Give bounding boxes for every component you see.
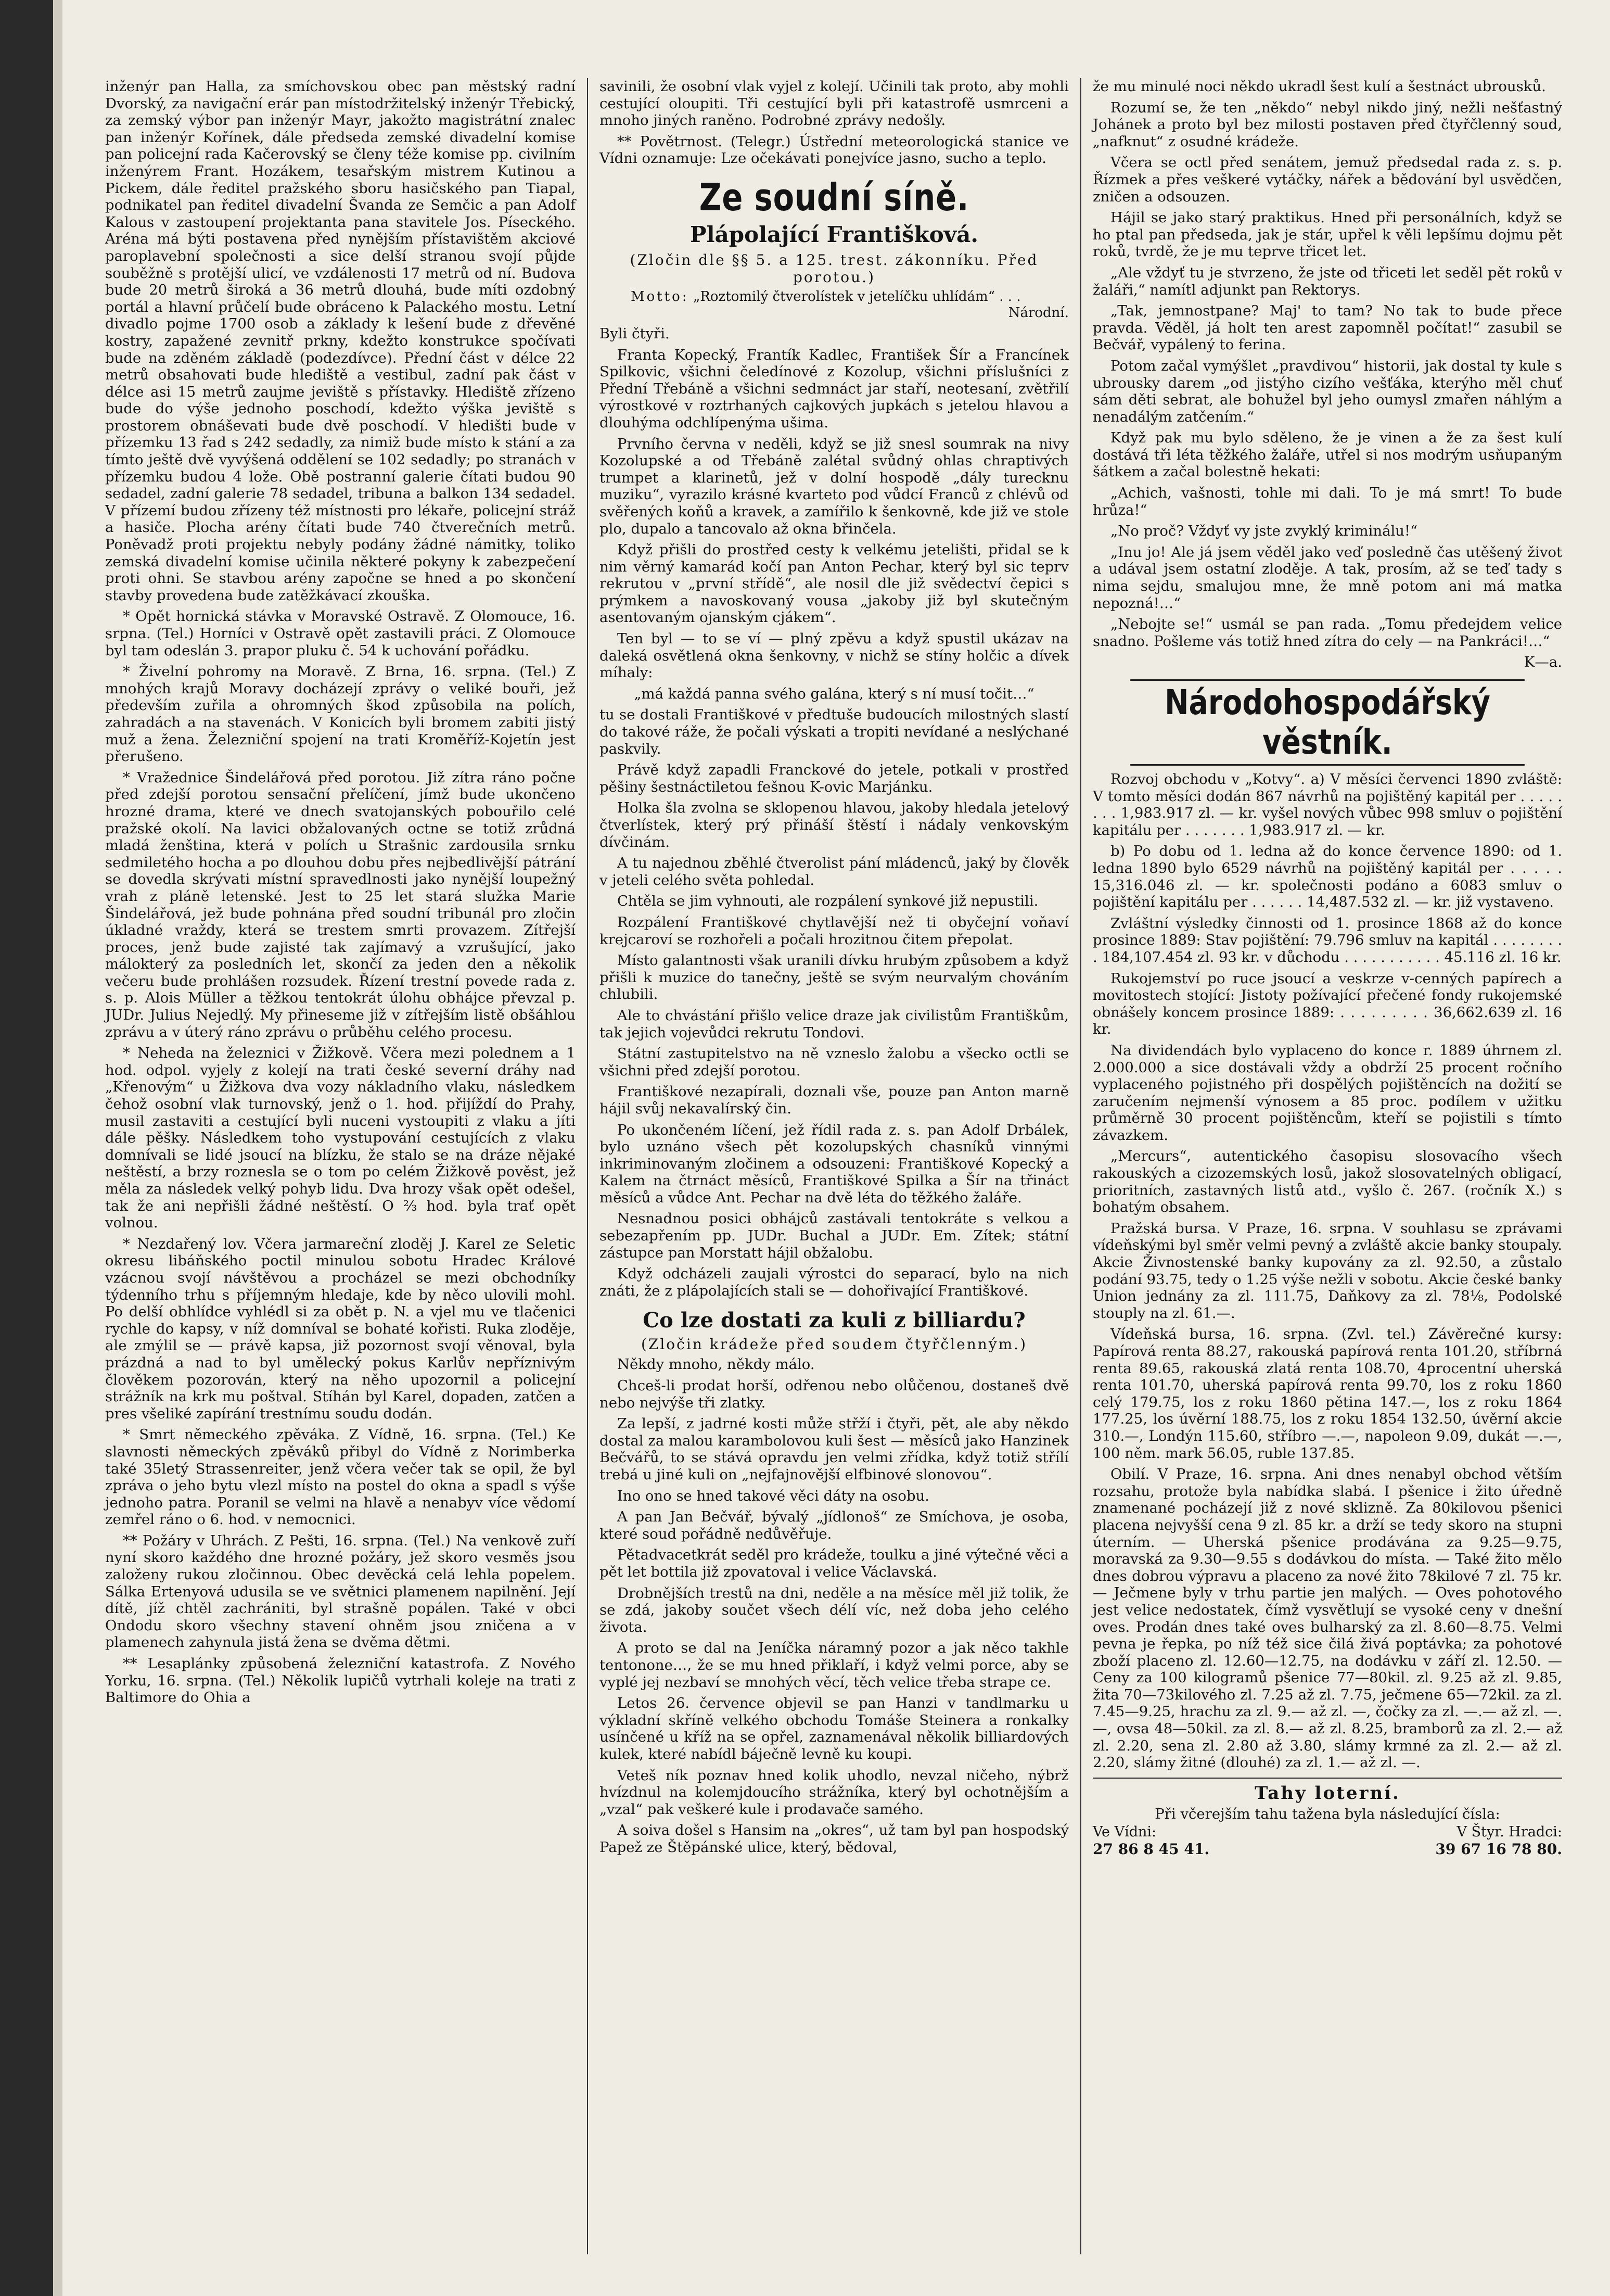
economic-paragraph: Zvláštní výsledky činnosti od 1. prosince 1868 až do konce prosince 1889: Stav pojištění: 79.796 smluv na kapitál . . . . . . . . . 184,107.454 zl. 93 kr. v důchodu . . . . . . . . . . . 45.116 zl. 16 kr. bbox=[1093, 915, 1562, 966]
news-moravia-storm: * Živelní pohromy na Moravě. Z Brna, 16. srpna. (Tel.) Z mnohých krajů Moravy docházejí zprávy o veliké bouři, jež především zuřila a ohromných škod způsobila na polích, zahradách a na stavenách. V Konicích byli bromem zabiti jistý muž a žena. Železniční spojení na trati Kroměříž-Kojetín jest přerušeno. bbox=[105, 663, 576, 765]
billiard-article-body bbox=[599, 1356, 1069, 1856]
billiard-paragraph: A proto se dal na Jeníčka náramný pozor a jak něco takhle tentonone…, že se mu hned přiklaří, i když velmi porce, aby se vyplé jej nezbaví se mnohých věcí, těch velice třeba strape ce. bbox=[599, 1640, 1069, 1691]
court-paragraph: Rozpálení Františkové chytlavější než ti obyčejní voňaví krejcaroví se rozhořeli a počali hrozitnou čitem přepolat. bbox=[599, 914, 1069, 948]
columns bbox=[94, 78, 1574, 2254]
court-paragraph: Po ukončeném líčení, jež řídil rada z. s. pan Adolf Drbálek, bylo uznáno všech pět kozolupských chasníků vinnými inkriminovaným zločinem a odsouzeni: Františkové Kopecký a Kalem na čtrnáct měsíců, Františkové Spilka a Šír na třináct měsíců a vůdce Ant. Pechar na dvě léta do těžkého žaláře. bbox=[599, 1121, 1069, 1206]
court-paragraph: Prvního června v neděli, když se již snesl soumrak na nivy Kozolupské a od Třebáně zalétal svůdný ohlas chraptivých trumpet a klarinetů, jež v dolní hospodě „dály turecknu muziku“, vyrazilo krásné kvarteto pod vůdcí Franců z chlévů od svěřených koňů a kravek, a zamířilo k šenkovně, kde již ve stole plo, dupalo a tancovalo až okna břinčela. bbox=[599, 435, 1069, 537]
billiard-paragraph: Ino ono se hned takové věci dáty na osobu. bbox=[617, 1487, 930, 1504]
economic-section-heading: Národohospodářský věstník. bbox=[1130, 679, 1525, 766]
column-3 bbox=[1080, 78, 1574, 2254]
billiard-paragraph: „Ale vždyť tu je stvrzeno, že jste od třiceti let seděl pět roků v žaláři,“ namítl adjunkt pan Rektorys. bbox=[1093, 264, 1562, 298]
news-ostrava-strike: * Opět hornická stávka v Moravské Ostravě. Z Olomouce, 16. srpna. (Tel.) Horníci v Ostravě opět zastavili práci. Z Olomouce byl tam odeslán 3. prapor pluku č. 54 k uchování pořádku. bbox=[105, 608, 576, 659]
motto-source: Národní. bbox=[1008, 305, 1069, 321]
court-paragraph: Právě když zapadli Franckové do jetele, potkali v prostřed pěšiny šestnáctiletou fešnou K-ovic Marjánku. bbox=[599, 762, 1069, 795]
news-weather: ** Povětrnost. (Telegr.) Ústřední meteorologická stanice ve Vídni oznamuje: Lze očekávati ponejvíce jasno, sucho a teplo. bbox=[599, 133, 1069, 167]
economic-paragraph: Rukojemství po ruce jsoucí a veskrze v-cenných papírech a movitostech stojící: Jistoty požívající přečené fondy rukojemské obnášely koncem prosince 1889: . . . . . . . . . 36,662.639 zl. 16 kr. bbox=[1093, 970, 1562, 1038]
news-sindelarova-trial: * Vražednice Šindelářová před porotou. Již zítra ráno počne před zdejší porotou sensační přelíčení, jímž bude ukončeno hrozné drama, které ve dnech svatojanských pobouřilo celé pražské okolí. Na lavici obžalovaných octne se totiž zrůdná mladá ženština, která v polích u Strašnic zardousila srnku sedmiletého hocha a po dlouhou dobu přes nejbedlivější pátrání se dovedla skrývati místní spravedlnosti jako nynější loupežný vrah z pláně letenské. Jest to 25 let stará služka Marie Šindelářová, jež bude pohnána před soudní tribunál pro zločin úkladné vraždy, která se trestem smrti provazem. Zítřejší proces, jenž bude zajisté tak zajímavý a vzrušující, jako málokterý za posledních let, skončí za jeden den a několik večeru bude prohlášen rozsudek. Řízení trestní povede rada z. s. p. Alois Müller a těžkou tentokrát úlohu obhájce převzal p. JUDr. Julius Nejedlý. My přineseme již v zítřejším listě obšáhlou zprávu a v úterý ráno zprávu o průběhu celého procesu. bbox=[105, 769, 576, 1041]
news-ny-continuation: savinili, že osobní vlak vyjel z kolejí. Učinili tak proto, aby mohli cestující oloupiti. Tři cestující byli při katastrofě usmrceni a mnoho jiných raněno. Podrobné zprávy nedošly. bbox=[599, 78, 1069, 129]
lottery-places bbox=[1093, 1823, 1562, 1841]
court-paragraph: Státní zastupitelstvo na ně vzneslo žalobu a všecko octli se všichni před zdejší porotou. bbox=[599, 1045, 1069, 1079]
court-paragraph: Holka šla zvolna se sklopenou hlavou, jakoby hledala jetelový čtverlístek, který prý přináší štěstí i nádaly venkovským dívčinám. bbox=[599, 800, 1069, 851]
billiard-paragraph: A pan Jan Bečvář, bývalý „jídlonoš“ ze Smíchova, je osoba, které soud pořádně nedůvěřuje. bbox=[599, 1508, 1069, 1542]
scan-binding-edge bbox=[0, 0, 62, 2296]
billiard-paragraph: Potom začal vymýšlet „pravdivou“ historii, jak dostal ty kule s ubrousky darem „od jistýho cizího vešťáka, kterýho měl chuť sám děti sebrat, ale bohužel byl jeho oumysl zmařen náhlým a nenadálým zatčením.“ bbox=[1093, 357, 1562, 425]
court-article-title: Plápolající Františková. bbox=[690, 221, 978, 247]
lottery-numbers bbox=[1093, 1841, 1562, 1858]
billiard-paragraph: Za lepší, z jadrné kosti může střží i čtyři, pět, ale aby někdo dostal za malou karambolovou kuli šest — měsíců jako Hanzinek Bečvářů, to se stává opravdu jen velmi zřídka, když totiž střílí trebá u jiné kuli on „nejfajnovější elfbinové slonovou“. bbox=[599, 1415, 1069, 1483]
billiard-paragraph: „Tak, jemnostpane? Maj' to tam? No tak to bude přece pravda. Věděl, já holt ten arest zapomněl počítat!“ zasubil se Bečvář, vypálený to ferina. bbox=[1093, 302, 1562, 353]
news-zizkov-rail-accident: * Neheda na železnici v Žižkově. Včera mezi polednem a 1 hod. odpol. vyjely z kolejí na trati české severní dráhy nad „Křenovým“ u Žižkova dva vozy nákladního vlaku, následkem čehož osobní vlak turnovský, jenž o 1. hod. přijíždí do Prahy, musil zastaviti a cestující byli nuceni vystoupiti z vlaku a jíti dále pěšky. Následkem toho vystupování cestujících z vlaku domnívali se lidé jsoucí na blízku, že stalo se na dráze nějaké neštěstí, a brzy roznesla se o tom po celém Žižkově pověst, jež měla za následek velký pohyb lidu. Dva hrozy však opět odešel, tak že ani nepřišli žádné neštěstí. O ⅔ hod. byla trať opět volnou. bbox=[105, 1045, 576, 1232]
economic-paragraph: Na dividendách bylo vyplaceno do konce r. 1889 úhrnem zl. 2.000.000 a sice dostávali vždy a obdrží 25 procent ročního vyplaceného pojistného při dospělých pojištěncích na dožití se zaručením nejmenší výnosem a 85 proc. podílem v užitku průměrně 30 procent pojištěncům, kteří se pojistili s tímto závazkem. bbox=[1093, 1042, 1562, 1144]
billiard-continuation: že mu minulé noci někdo ukradl šest kulí a šestnáct ubrousků. bbox=[1093, 78, 1546, 95]
lottery-numbers-graz: 39 67 16 78 80. bbox=[1435, 1841, 1562, 1858]
lottery-numbers-vienna: 27 86 8 45 41. bbox=[1093, 1841, 1210, 1858]
motto-label: Motto: bbox=[631, 288, 689, 305]
billiard-paragraph: Pětadvacetkrát seděl pro krádeže, toulku a jiné výtečné věci a pět let bottila již zpovatoval i velice Václavská. bbox=[599, 1546, 1069, 1580]
column-1 bbox=[94, 78, 587, 2254]
court-paragraph: Když přišli do prostřed cesty k velkému jetelišti, přidal se k nim věrný kamarád kočí pan Anton Pechar, který byl sic teprv rekrutou v „první střídě“, ale nosil dle již svědectví čepici s prýmkem a navoskovaný vousa „jakoby již byl skutečným asentovaným ojanským cjákem“. bbox=[599, 541, 1069, 626]
court-paragraph: Nesnadnou posici obhájců zastávali tentokráte s velkou a sebezapřením pp. JUDr. Buchal a JUDr. Em. Zítek; státní zástupce pan Morstatt hájil obžalobu. bbox=[599, 1210, 1069, 1261]
court-motto bbox=[631, 289, 1069, 321]
court-paragraph: Františkové nezapírali, doznali vše, pouze pan Anton marně hájil svůj nekavalírský čin. bbox=[599, 1083, 1069, 1117]
billiard-paragraph: Včera se octl před senátem, jemuž předsedal rada z. s. p. Řízmek a přes veškeré vytáčky, nářek a bědování byl usvědčen, zničen a odsouzen. bbox=[1093, 154, 1562, 205]
court-paragraph: tu se dostali Františkové v předtuše budoucích milostných slastí do takové ráže, že počali výskati a tropiti nevídané a neslýchané paskvily. bbox=[599, 706, 1069, 757]
economic-paragraph: Obilí. V Praze, 16. srpna. Ani dnes nenabyl obchod větším rozsahu, protože byla nabídka slabá. I pšenice i žito úředně znamenané pocházejí již z nové sklizně. Za 80kilovou pšenici placena nejvyšší cena 9 zl. 85 kr. a drží se tedy skoro na stupni úterním. — Uherská pšenice prodávána za 9.25—9.75, moravská za 9.30—9.55 s dodávkou do místa. — Také žito mělo dnes dobrou výpravu a placeno za nové žito 78kilové 7 zl. 75 kr. — Ječmene byly v trhu partie jen malých. — Oves pohotového jest velice nedostatek, čímž vysvětlují se vysoké ceny v dnešní oves. Prodán dnes také oves bulharský za zl. 8.60—8.75. Velmi pevna je řepka, po níž též sice čilá živá poptávka; za pohotové zboží placeno zl. 12.60—12.75, na dodávku v září zl. 12.50. — Ceny za 100 kilogramů pšenice 77—80kil. zl. 9.25 až zl. 9.85, žita 70—73kilového zl. 7.25 až zl. 7.75, ječmene 65—72kil. za zl. 7.45—9.25, hrachu za zl. 9.— až zl. —, čočky za zl. —.— až zl. —.—, ovsa 48—50kil. za zl. 8.— až zl. 8.25, bramborů za zl. 2.— až zl. 2.20, sena zl. 2.80 až 3.80, slámy krmné za zl. 2.— až zl. 2.20, slámy žitné (dlouhé) za zl. 1.— až zl. —. bbox=[1093, 1466, 1562, 1771]
news-singer-death: * Smrt německého zpěváka. Z Vídně, 16. srpna. (Tel.) Ke slavnosti německých zpěváků přibyl do Vídně z Norimberka také 35letý Strassenreiter, jenž včera večer tak se opil, že byl zpráva o jeho bytu vlezl místo na postel do okna a spadl s výše jednoho patra. Poranil se velmi na hlavě a nenabyv více vědomí zemřel ráno o 6. hod. v nemocnici. bbox=[105, 1426, 576, 1528]
billiard-paragraph: A soiva došel s Hansim na „okres“, už tam byl pan hospodský Papež ze Štěpánské ulice, který, bědoval, bbox=[599, 1822, 1069, 1856]
news-ny-rail-catastrophe: ** Lesaplánky způsobená železniční katastrofa. Z Nového Yorku, 16. srpna. (Tel.) Několik lupičů vytrhali koleje na trati z Baltimore do Ohia a bbox=[105, 1655, 576, 1706]
lottery-intro: Při včerejším tahu tažena byla následující čísla: bbox=[1155, 1805, 1500, 1822]
billiard-paragraph: „Inu jo! Ale já jsem věděl jako veď posledně čas utěšený život a udával jsem ostatní zloděje. A tak, prosím, až se teď tady s nima sejdu, smalujou mne, že mně potom ani má matka nepozná!…“ bbox=[1093, 543, 1562, 612]
court-paragraph: Ale to chvástání přišlo velice draze jak civilistům Františkům, tak jejich vojevůdci rekrutu Tondovi. bbox=[599, 1007, 1069, 1041]
court-paragraph: Byli čtyři. bbox=[599, 325, 670, 342]
author-signature: K—a. bbox=[1524, 654, 1562, 671]
court-paragraph: Když odcházeli zaujali výrostci do separací, bylo na nich znáti, že z plápolajících stali se — dohořivající Františkové. bbox=[599, 1265, 1069, 1299]
billiard-paragraph: Rozumí se, že ten „někdo“ nebyl nikdo jiný, nežli nešťastný Johánek a proto byl bez milosti postaven před čtyřčlenný soud, „nafknut“ z osudné krádeže. bbox=[1093, 99, 1562, 150]
court-article-subtitle: (Zločin dle §§ 5. a 125. trest. zákonníku. Před porotou.) bbox=[630, 251, 1039, 286]
billiard-paragraph: Drobnějších trestů na dni, neděle a na měsíce měl již tolik, že se zdá, jakoby součet všech délí víc, než doba jeho celého života. bbox=[599, 1584, 1069, 1635]
economic-paragraph: Pražská bursa. V Praze, 16. srpna. V souhlasu se zprávami vídeňskými byl směr velmi pevný a zvláště akcie banky stoupaly. Akcie Živnostenské banky kupovány za zl. 92.50, a zůstalo podání 93.75, tedy o 1.25 výše nežli v sobotu. Akcie české banky Union jednány za zl. 111.75, Daňkovy za zl. 78⅛, Podolské stouply na zl. 61.—. bbox=[1093, 1220, 1562, 1322]
court-paragraph: A tu najednou zběhlé čtverolist pání mládenců, jaký by člověk v jeteli celého světa pohledal. bbox=[599, 855, 1069, 889]
billiard-paragraph: Letos 26. července objevil se pan Hanzi v tandlmarku u výkladní skříně velkého obchodu Tomáše Steinera a ronkalky usínčené u kříž na se opřel, zaznamenával několik billiardových kulek, které nabídl báječně levně ku koupi. bbox=[599, 1695, 1069, 1762]
billiard-paragraph: „Nebojte se!“ usmál se pan rada. „Tomu předejdem velice snadno. Pošleme vás totiž hned zítra do cely — na Pankráci!…“ bbox=[1093, 616, 1562, 650]
court-article-body bbox=[599, 325, 1069, 1299]
billiard-paragraph: „No proč? Vždyť vy jste zvyklý kriminálu!“ bbox=[1110, 523, 1418, 540]
column-2 bbox=[587, 78, 1080, 2254]
court-paragraph: Franta Kopecký, Frantík Kadlec, František Šír a Francínek Spilkovic, všichni čeledínové z Kozolup, všichni příslušníci z Přední Třebáně a všichni sedmnáct jar staří, neotesaní, zvětřilí výrostkové v roztrhaných cajkových jupkách s jetelou hlavou a dlouhýma odchlípenýma ušima. bbox=[599, 346, 1069, 431]
court-paragraph: Chtěla se jim vyhnouti, ale rozpálení synkové již nepustili. bbox=[617, 893, 1039, 910]
court-paragraph: Místo galantnosti však uranili dívku hrubým způsobem a když přišli k muzice do tanečny, ještě se svým neurvalým chováním chlubili. bbox=[599, 952, 1069, 1003]
billiard-article-title: Co lze dostati za kuli z billiardu? bbox=[643, 1308, 1026, 1333]
billiard-paragraph: Hájil se jako starý praktikus. Hned při personálních, když se ho ptal pan předseda, jak je stár, upřel k věli lepšímu dojmu pět roků, tvrdě, že je mu teprve třicet let. bbox=[1093, 209, 1562, 260]
economic-paragraph: „Mercurs“, autentického časopisu slosovacího všech rakouských a cizozemských losů, jakož slosovatelných obligací, prioritních, zastavných listů atd., vyšlo č. 267. (ročník X.) s bohatým obsahem. bbox=[1093, 1148, 1562, 1216]
billiard-article-subtitle: (Zločin krádeže před soudem čtyřčlenným.) bbox=[641, 1336, 1028, 1353]
court-section-heading: Ze soudní síně. bbox=[699, 175, 969, 219]
economic-section-body bbox=[1093, 771, 1562, 1771]
court-song-quote: „má každá panna svého galána, který s ní musí točit…“ bbox=[634, 685, 1034, 702]
economic-paragraph: Rozvoj obchodu v „Kotvy“. a) V měsíci červenci 1890 zvláště: V tomto měsíci dodán 867 návrhů na pojištěný kapitál per . . . . . . . . 1,983.917 zl. — kr. vyšel nových vůbec 998 smluv o pojištění kapitálu per . . . . . . . 1,983.917 zl. — kr. bbox=[1093, 771, 1562, 839]
lottery-place-vienna: Ve Vídni: bbox=[1093, 1824, 1157, 1841]
news-hungary-fires: ** Požáry v Uhrách. Z Pešti, 16. srpna. (Tel.) Na venkově zuří nyní skoro každého dne hrozné požáry, jež skoro vesměs jsou založeny rukou zločinnou. Obec devěcká celá lehla popelem. Sálka Ertenyová udusila se ve světnici plamenem napilnění. Její dítě, jíž chtěl zachrániti, byl strašně popálen. Také v obci Ondodu skoro všechny stavení ohněm jsou zničena a v plamenech zahynula jistá žena se dvěma dětmi. bbox=[105, 1532, 576, 1651]
lottery-place-graz: V Štyr. Hradci: bbox=[1456, 1824, 1562, 1841]
motto-text: „Roztomilý čtverolístek v jetelíčku uhlídám“ . . . bbox=[693, 288, 1021, 305]
economic-paragraph: Vídeňská bursa, 16. srpna. (Zvl. tel.) Závěrečné kursy: Papírová renta 88.27, rakouská papírová renta 101.20, stříbrná renta 89.65, rakouská zlatá renta 108.70, 4procentní uherská renta 101.70, uherská papírová renta 99.70, los z roku 1860 celý 179.75, los z roku 1860 pětina 147.—, los z roku 1864 177.25, los úvěrní 188.75, los z roku 1854 132.50, úvěrní akcie 310.—, Londýn 115.60, stříbro —.—, napoleon 9.09, dukát —.—, 100 něm. mark 56.05, ruble 137.85. bbox=[1093, 1326, 1562, 1462]
arena-paragraph: inženýr pan Halla, za smíchovskou obec pan městský radní Dvorský, za navigační erár pan místodržitelský inženýr Třebický, za zemský výbor pan inženýr Mayr, jakožto magistrátní znalec pan inženýr Kořínek, dále předseda zemské divadelní komise pan policejní rada Kačerovský se členy téže komise pp. civilním inženýrem Frant. Hozákem, tesařským mistrem Kutinou a Pickem, dále ředitel pražského sboru hasičského pan Tiapal, podnikatel pan ředitel divadelní Švanda ze Semčic a pan Adolf Kalous v zastoupení projektanta pana stavitele Jos. Píseckého. Aréna má býti postavena před nynějším přístavištěm akciové paroplavební společnosti a sice delší stranou svojí půjde souběžně s protější ulicí, ve vzdálenosti 17 metrů od ní. Budova bude 20 metrů široká a 36 metrů dlouhá, bude míti ozdobný portál a hlavní průčelí bude obráceno k Palackého mostu. Letní divadlo pojme 1700 osob a základy k lešení bude z dřevěné kostry, zapažené zevnitř prkny, kdežto konstrukce spočívati bude na zděném základě (podezdívce). Přední část v délce 22 metrů obsahovati bude hlediště a vestibul, zadní pak část v délce asi 15 metrů zaujme jeviště s přístavky. Hlediště zřízeno bude do výše jednoho poschodí, kdežto výška jeviště s prostorem obnáševati bude dvě poschodí. V hledišti bude v přízemku 13 řad s 242 sedadly, za nimiž bude místo k stání a za tímto ještě dvě vyvýšená oddělení se 102 sedadly; po stranách v přízemku budou 4 lože. Obě postranní galerie čítati budou 90 sedadel, zadní galerie 78 sedadel, tribuna a balkon 134 sedadel. V přízemí budou zřízeny též místnosti pro lékaře, policejní stráž a hasiče. Plocha arény čítati bude 740 čtverečních metrů. Poněvadž proti projektu nebyly podány žádné námitky, toliko zemská divadelní komise učinila některé pokyny k zabezpečení proti ohni. Se stavbou arény započne se hned a po skončení stavby provedena bude zatěžkávací zkouška. bbox=[105, 78, 576, 604]
billiard-paragraph: Když pak mu bylo sděleno, že je vinen a že za šest kulí dostává tři léta těžkého žaláře, utřel si nos modrým usňupaným šátkem a začal bolestně hekati: bbox=[1093, 429, 1562, 480]
lottery-heading: Tahy loterní. bbox=[1093, 1778, 1562, 1804]
court-paragraph: Ten byl — to se ví — plný zpěvu a když spustil ukázav na daleká osvětlená okna šenkovny, v nichž se stíny holčic a dívek míhaly: bbox=[599, 630, 1069, 681]
billiard-paragraph: „Achich, vašnosti, tohle mi dali. To je má smrt! To bude hrůza!“ bbox=[1093, 485, 1562, 518]
economic-paragraph: b) Po dobu od 1. ledna až do konce července 1890: od 1. ledna 1890 bylo 6529 návrhů na pojištěný kapitál per . . . . . 15,316.046 zl. — kr. společnosti podáno a 6083 smluv o pojištění kapitálu per . . . . . . 14,487.532 zl. — kr. již vystaveno. bbox=[1093, 843, 1562, 911]
news-failed-theft: * Nezdařený lov. Včera jarmareční zloděj J. Karel ze Seletic okresu libáňského poctil minulou sobotu Hradec Králové vzácnou svojí návštěvou a procházel se mezi obchodníky týdenního trhu s příjemným hledaje, kde by něco ulovili mohl. Po delší obhlídce vyhlédl si za obět p. N. a vjel mu ve tlačenici rychle do kapsy, v níž domníval se bohaté kořisti. Ruka zloděje, ale zmýlil se — právě kapsa, již pozornost svojí věnoval, byla prázdná a nad to byl umělecký pokus Karlův nepříznivým člověkem pozorován, který na něho upozornil a policejní strážník na krk mu poštval. Stíhán byl Karel, dopaden, zatčen a pres všeliké zapírání trestnímu soudu dodán. bbox=[105, 1235, 576, 1422]
billiard-paragraph: Chceš-li prodat horší, odřenou nebo olůčenou, dostaneš dvě nebo nejvýše tři zlatky. bbox=[599, 1377, 1069, 1411]
billiard-paragraph: Někdy mnoho, někdy málo. bbox=[617, 1356, 815, 1373]
billiard-paragraph: Veteš ník poznav hned kolik uhodlo, nevzal ničeho, nýbrž hvízdnul na kolemjdoucího strážníka, který byl ochotnějším a „vzal“ pak veškeré kule i prodavače samého. bbox=[599, 1767, 1069, 1818]
